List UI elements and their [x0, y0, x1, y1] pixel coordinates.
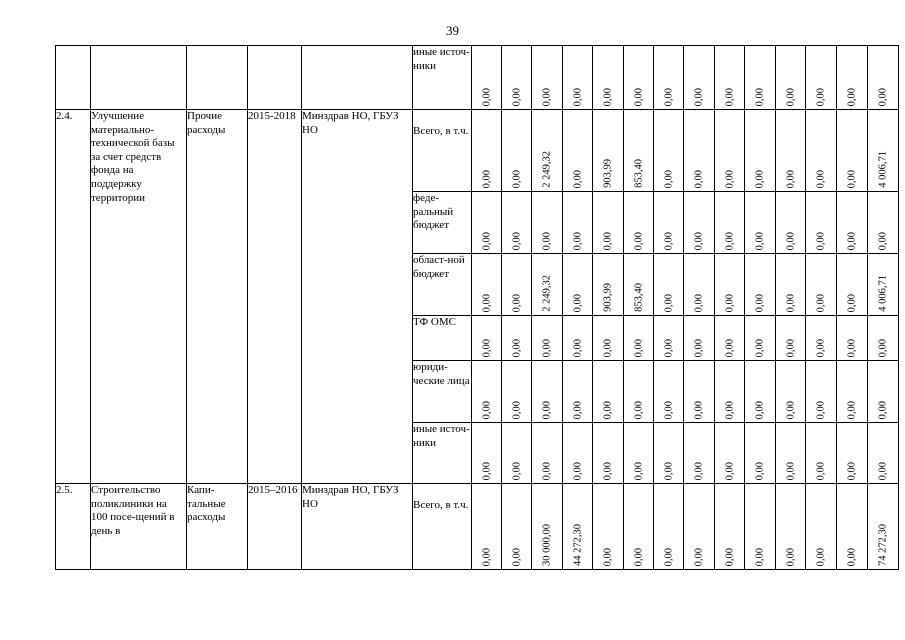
- item-number-cell: [56, 46, 91, 110]
- amount-cell: [776, 316, 806, 361]
- amount-cell: [684, 423, 715, 484]
- amount-cell: [837, 361, 868, 423]
- amount-value: 2 249,32: [541, 151, 553, 188]
- amount-value: 0,00: [663, 293, 674, 312]
- amount-cell: [776, 254, 806, 316]
- amount-cell: [715, 423, 745, 484]
- amount-value: 0,00: [846, 169, 858, 188]
- amount-cell: [654, 484, 684, 570]
- amount-cell: [715, 254, 745, 316]
- amount-cell: [654, 423, 684, 484]
- amount-cell: [472, 46, 502, 110]
- period-cell: 2015-2018: [248, 110, 302, 484]
- amount-value: 853,40: [633, 159, 644, 188]
- amount-value: 0,00: [481, 400, 492, 419]
- amount-value: 0,00: [541, 461, 553, 480]
- amount-cell: [868, 110, 899, 192]
- amount-value: 0,00: [663, 400, 674, 419]
- amount-cell: [745, 316, 776, 361]
- amount-cell: [868, 192, 899, 254]
- amount-cell: [502, 110, 532, 192]
- amount-cell: [837, 254, 868, 316]
- amount-cell: [593, 316, 624, 361]
- amount-cell: [563, 484, 593, 570]
- amount-cell: [593, 110, 624, 192]
- amount-value: 2 249,32: [541, 275, 553, 312]
- amount-cell: [532, 254, 563, 316]
- amount-value: 0,00: [785, 338, 796, 357]
- amount-value: 0,00: [846, 87, 858, 106]
- amount-cell: [745, 423, 776, 484]
- amount-value: 0,00: [754, 400, 766, 419]
- amount-value: 0,00: [481, 169, 492, 188]
- amount-value: 0,00: [511, 338, 522, 357]
- amount-cell: [654, 254, 684, 316]
- amount-value: 0,00: [481, 293, 492, 312]
- amount-cell: [715, 484, 745, 570]
- amount-cell: [472, 423, 502, 484]
- amount-cell: [624, 484, 654, 570]
- amount-cell: [502, 46, 532, 110]
- amount-value: 0,00: [511, 87, 522, 106]
- amount-cell: [532, 110, 563, 192]
- amount-value: 0,00: [541, 338, 553, 357]
- amount-value: 853,40: [633, 283, 644, 312]
- amount-cell: [868, 316, 899, 361]
- amount-cell: [745, 46, 776, 110]
- amount-cell: [624, 316, 654, 361]
- amount-value: 0,00: [815, 231, 827, 250]
- amount-value: 0,00: [754, 231, 766, 250]
- amount-value: 0,00: [693, 169, 705, 188]
- executor-cell: [302, 46, 413, 110]
- amount-cell: [684, 254, 715, 316]
- amount-cell: [624, 46, 654, 110]
- amount-value: 0,00: [724, 461, 735, 480]
- cost-type-cell: Капи-тальные расходы: [187, 484, 248, 570]
- amount-value: 0,00: [633, 338, 644, 357]
- amount-cell: [745, 192, 776, 254]
- amount-cell: [593, 423, 624, 484]
- amount-cell: [776, 192, 806, 254]
- amount-cell: [563, 46, 593, 110]
- amount-value: 0,00: [815, 338, 827, 357]
- amount-value: 903,99: [602, 283, 614, 312]
- amount-value: 0,00: [693, 547, 705, 566]
- amount-cell: [502, 192, 532, 254]
- amount-cell: [532, 423, 563, 484]
- amount-cell: [837, 316, 868, 361]
- amount-value: 0,00: [511, 400, 522, 419]
- amount-value: 0,00: [541, 400, 553, 419]
- item-number-cell: 2.5.: [56, 484, 91, 570]
- amount-cell: [654, 46, 684, 110]
- amount-cell: [472, 254, 502, 316]
- item-name-cell: Строительство поликлиники на 100 посе-щений в день в: [91, 484, 187, 570]
- amount-value: 0,00: [633, 400, 644, 419]
- amount-cell: [532, 361, 563, 423]
- amount-cell: [563, 192, 593, 254]
- amount-cell: [472, 361, 502, 423]
- amount-value: 0,00: [633, 461, 644, 480]
- page-number: 39: [446, 23, 459, 38]
- amount-cell: [593, 254, 624, 316]
- amount-value: 0,00: [754, 338, 766, 357]
- amount-cell: [532, 484, 563, 570]
- amount-value: 0,00: [572, 231, 583, 250]
- amount-cell: [563, 423, 593, 484]
- funding-source-cell: феде-ральный бюджет: [413, 192, 472, 254]
- budget-table: [55, 45, 899, 570]
- amount-value: 0,00: [663, 338, 674, 357]
- amount-cell: [806, 110, 837, 192]
- amount-value: 0,00: [602, 400, 614, 419]
- amount-value: 0,00: [572, 169, 583, 188]
- amount-cell: [654, 192, 684, 254]
- amount-value: 0,00: [785, 231, 796, 250]
- amount-cell: [806, 192, 837, 254]
- amount-value: 0,00: [481, 461, 492, 480]
- amount-value: 0,00: [724, 400, 735, 419]
- funding-source-cell: юриди-ческие лица: [413, 361, 472, 423]
- amount-cell: [684, 192, 715, 254]
- amount-cell: [837, 484, 868, 570]
- amount-cell: [624, 361, 654, 423]
- amount-cell: [684, 484, 715, 570]
- amount-value: 0,00: [815, 87, 827, 106]
- amount-cell: [684, 316, 715, 361]
- amount-value: 0,00: [877, 231, 889, 250]
- amount-value: 0,00: [724, 231, 735, 250]
- amount-value: 4 006,71: [877, 151, 889, 188]
- amount-value: 0,00: [633, 87, 644, 106]
- amount-cell: [806, 484, 837, 570]
- amount-value: 0,00: [724, 87, 735, 106]
- amount-value: 0,00: [481, 231, 492, 250]
- amount-cell: [715, 46, 745, 110]
- amount-cell: [776, 46, 806, 110]
- amount-value: 0,00: [724, 547, 735, 566]
- amount-value: 0,00: [511, 169, 522, 188]
- amount-value: 0,00: [877, 461, 889, 480]
- amount-cell: [624, 192, 654, 254]
- amount-value: 0,00: [693, 400, 705, 419]
- amount-value: 0,00: [633, 547, 644, 566]
- period-cell: [248, 46, 302, 110]
- amount-value: 0,00: [663, 461, 674, 480]
- amount-value: 0,00: [815, 293, 827, 312]
- amount-value: 0,00: [846, 461, 858, 480]
- amount-value: 903,99: [602, 159, 614, 188]
- period-cell: 2015–2016: [248, 484, 302, 570]
- amount-value: 0,00: [877, 338, 889, 357]
- amount-cell: [776, 361, 806, 423]
- amount-value: 0,00: [846, 400, 858, 419]
- amount-cell: [776, 484, 806, 570]
- amount-cell: [745, 254, 776, 316]
- amount-cell: [806, 316, 837, 361]
- amount-cell: [593, 46, 624, 110]
- amount-value: 0,00: [663, 547, 674, 566]
- amount-value: 0,00: [724, 293, 735, 312]
- amount-value: 0,00: [541, 231, 553, 250]
- amount-cell: [715, 110, 745, 192]
- amount-value: 0,00: [693, 293, 705, 312]
- amount-value: 0,00: [511, 547, 522, 566]
- amount-cell: [806, 361, 837, 423]
- amount-value: 0,00: [877, 87, 889, 106]
- executor-cell: Минздрав НО, ГБУЗ НО: [302, 110, 413, 484]
- amount-value: 0,00: [602, 461, 614, 480]
- amount-value: 0,00: [815, 169, 827, 188]
- amount-value: 74 272,30: [877, 524, 889, 566]
- amount-value: 0,00: [785, 461, 796, 480]
- amount-cell: [868, 423, 899, 484]
- table-row: [56, 110, 899, 192]
- amount-cell: [715, 316, 745, 361]
- amount-value: 0,00: [663, 169, 674, 188]
- amount-cell: [837, 192, 868, 254]
- amount-cell: [745, 484, 776, 570]
- amount-value: 0,00: [846, 547, 858, 566]
- funding-source-cell: област-ной бюджет: [413, 254, 472, 316]
- funding-source-cell: иные источ-ники: [413, 46, 472, 110]
- amount-cell: [837, 110, 868, 192]
- amount-cell: [654, 110, 684, 192]
- amount-value: 0,00: [602, 87, 614, 106]
- item-name-cell: Улучшение материально-технической базы за счет средств фонда на поддержку территории: [91, 110, 187, 484]
- amount-value: 0,00: [633, 231, 644, 250]
- amount-value: 4 006,71: [877, 275, 889, 312]
- item-name-cell: [91, 46, 187, 110]
- amount-cell: [563, 254, 593, 316]
- amount-cell: [593, 361, 624, 423]
- amount-cell: [745, 361, 776, 423]
- amount-value: 0,00: [511, 461, 522, 480]
- amount-cell: [593, 484, 624, 570]
- funding-source-cell: Всего, в т.ч.: [413, 484, 472, 570]
- amount-cell: [563, 110, 593, 192]
- amount-cell: [624, 110, 654, 192]
- amount-cell: [745, 110, 776, 192]
- amount-value: 0,00: [602, 231, 614, 250]
- amount-cell: [532, 316, 563, 361]
- amount-cell: [472, 316, 502, 361]
- amount-cell: [837, 423, 868, 484]
- amount-value: 0,00: [572, 338, 583, 357]
- amount-cell: [593, 192, 624, 254]
- amount-cell: [502, 361, 532, 423]
- amount-value: 0,00: [785, 547, 796, 566]
- amount-value: 0,00: [785, 400, 796, 419]
- amount-value: 0,00: [815, 461, 827, 480]
- amount-value: 0,00: [754, 293, 766, 312]
- amount-value: 0,00: [541, 87, 553, 106]
- table-row: [56, 46, 899, 110]
- amount-value: 0,00: [693, 461, 705, 480]
- amount-value: 0,00: [693, 338, 705, 357]
- amount-cell: [868, 46, 899, 110]
- amount-cell: [684, 46, 715, 110]
- amount-cell: [654, 316, 684, 361]
- funding-source-cell: ТФ ОМС: [413, 316, 472, 361]
- amount-value: 44 272,30: [572, 524, 583, 566]
- amount-value: 0,00: [511, 293, 522, 312]
- amount-cell: [532, 46, 563, 110]
- item-number-cell: 2.4.: [56, 110, 91, 484]
- amount-value: 0,00: [572, 87, 583, 106]
- amount-cell: [472, 110, 502, 192]
- amount-value: 0,00: [663, 87, 674, 106]
- amount-value: 0,00: [754, 169, 766, 188]
- amount-value: 0,00: [572, 461, 583, 480]
- amount-cell: [868, 361, 899, 423]
- amount-value: 0,00: [602, 547, 614, 566]
- amount-cell: [684, 361, 715, 423]
- amount-value: 0,00: [572, 400, 583, 419]
- amount-cell: [502, 254, 532, 316]
- amount-cell: [715, 192, 745, 254]
- amount-value: 0,00: [785, 293, 796, 312]
- amount-value: 0,00: [511, 231, 522, 250]
- amount-cell: [806, 423, 837, 484]
- amount-value: 0,00: [602, 338, 614, 357]
- amount-value: 0,00: [481, 338, 492, 357]
- amount-value: 0,00: [815, 547, 827, 566]
- amount-cell: [502, 484, 532, 570]
- amount-value: 0,00: [724, 169, 735, 188]
- amount-value: 0,00: [877, 400, 889, 419]
- amount-cell: [502, 423, 532, 484]
- amount-cell: [472, 192, 502, 254]
- cost-type-cell: Прочие расходы: [187, 110, 248, 484]
- amount-value: 0,00: [846, 338, 858, 357]
- amount-value: 0,00: [846, 293, 858, 312]
- amount-cell: [806, 254, 837, 316]
- funding-source-cell: Всего, в т.ч.: [413, 110, 472, 192]
- amount-value: 0,00: [481, 547, 492, 566]
- amount-cell: [837, 46, 868, 110]
- amount-value: 0,00: [815, 400, 827, 419]
- amount-cell: [624, 254, 654, 316]
- amount-cell: [502, 316, 532, 361]
- amount-cell: [472, 484, 502, 570]
- amount-cell: [868, 484, 899, 570]
- amount-cell: [715, 361, 745, 423]
- amount-cell: [624, 423, 654, 484]
- amount-cell: [532, 192, 563, 254]
- amount-cell: [776, 423, 806, 484]
- amount-cell: [563, 361, 593, 423]
- amount-value: 0,00: [693, 87, 705, 106]
- amount-value: 0,00: [693, 231, 705, 250]
- amount-cell: [806, 46, 837, 110]
- amount-value: 0,00: [785, 87, 796, 106]
- amount-value: 0,00: [846, 231, 858, 250]
- amount-value: 0,00: [785, 169, 796, 188]
- executor-cell: Минздрав НО, ГБУЗ НО: [302, 484, 413, 570]
- amount-value: 0,00: [724, 338, 735, 357]
- amount-value: 0,00: [663, 231, 674, 250]
- amount-cell: [563, 316, 593, 361]
- amount-value: 0,00: [572, 293, 583, 312]
- amount-cell: [868, 254, 899, 316]
- table-row: [56, 484, 899, 570]
- cost-type-cell: [187, 46, 248, 110]
- amount-value: 0,00: [754, 87, 766, 106]
- amount-value: 0,00: [754, 547, 766, 566]
- amount-value: 30 000,00: [541, 524, 553, 566]
- amount-cell: [684, 110, 715, 192]
- amount-value: 0,00: [481, 87, 492, 106]
- amount-cell: [776, 110, 806, 192]
- amount-value: 0,00: [754, 461, 766, 480]
- amount-cell: [654, 361, 684, 423]
- funding-source-cell: иные источ-ники: [413, 423, 472, 484]
